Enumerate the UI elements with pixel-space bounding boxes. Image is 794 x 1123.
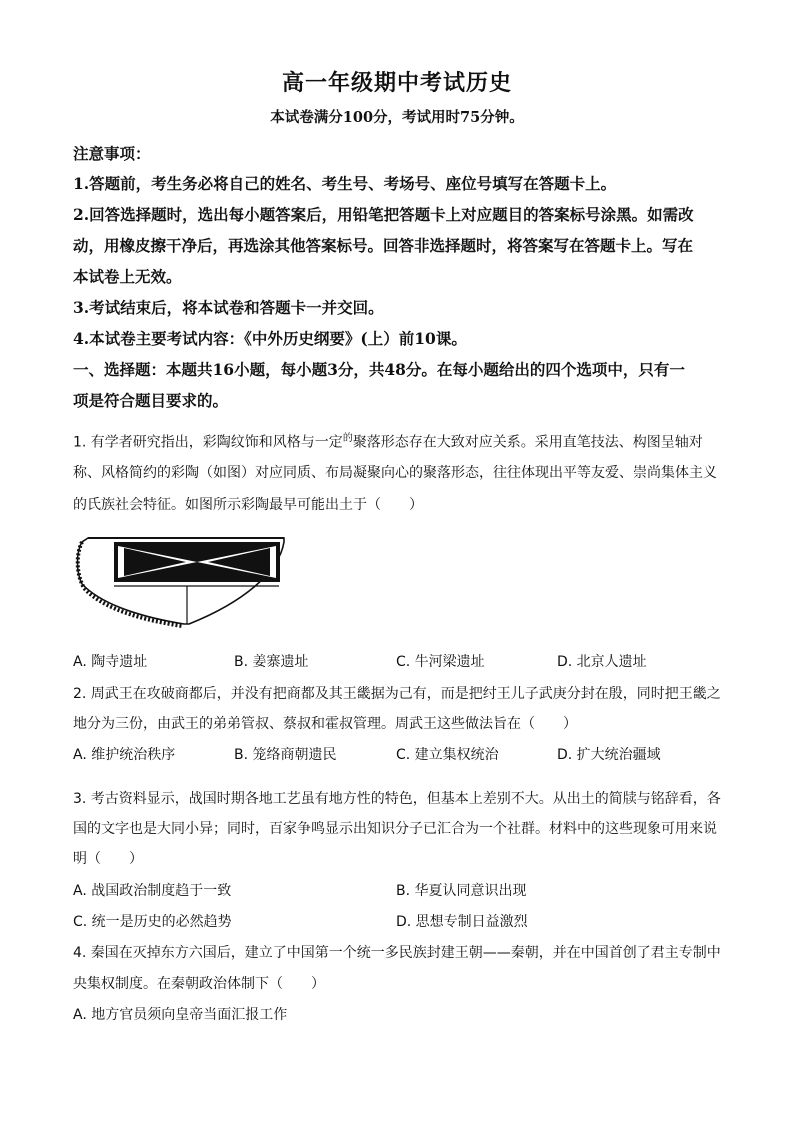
question-2-option-c: C. 建立集权统治 [396,747,499,763]
question-4-option-a: A. 地方官员须向皇帝当面汇报工作 [73,1007,288,1023]
notice-item: 1.答题前，考生务必将自己的姓名、考生号、考场号、座位号填写在答题卡上。 [73,174,617,193]
question-3: 3. 考古资料显示，战国时期各地工艺虽有地方性的特色，但基本上差别不大。从出土的简牍与铭辞看，各 [73,791,721,807]
question-1-line: 的氏族社会特征。如图所示彩陶最早可能出土于（ ） [73,497,423,513]
notice-item: 2.回答选择题时，选出每小题答案后，用铅笔把答题卡上对应题目的答案标号涂黑。如需改 [73,205,694,224]
question-1-option-b: B. 姜寨遗址 [234,654,309,670]
question-1-option-c: C. 牛河梁遗址 [396,654,485,670]
question-3-option-a: A. 战国政治制度趋于一致 [73,883,232,899]
painted-pottery-figure [74,532,296,632]
page-title: 高一年级期中考试历史 [281,70,512,96]
question-1-text-cont: 聚落形态存在大致对应关系。采用直笔技法、构图呈轴对 [352,434,703,451]
question-4: 4. 秦国在灭掉东方六国后，建立了中国第一个统一多民族封建王朝——秦朝，并在中国首创了君主专制中 [73,945,721,961]
question-3-option-b: B. 华夏认同意识出现 [396,883,527,899]
section-heading: 一、选择题：本题共16小题，每小题3分，共48分。在每小题给出的四个选项中，只有一 [73,360,685,379]
question-1-option-a: A. 陶寺遗址 [73,654,148,670]
question-3-line: 国的文字也是大同小异；同时，百家争鸣显示出知识分子已汇合为一个社群。材料中的这些现象可用来说 [73,821,717,837]
question-1-text: 1. 有学者研究指出，彩陶纹饰和风格与一定 [73,434,343,451]
notice-item: 3.考试结束后，将本试卷和答题卡一并交回。 [73,298,384,317]
question-3-option-d: D. 思想专制日益激烈 [396,914,528,930]
exam-info: 本试卷满分100分，考试用时75分钟。 [270,109,524,126]
question-1-option-d: D. 北京人遗址 [557,654,647,670]
notice-item: 本试卷上无效。 [73,267,182,286]
question-2-option-d: D. 扩大统治疆域 [557,747,661,763]
notice-heading: 注意事项： [73,144,151,163]
question-3-line: 明（ ） [73,851,143,867]
section-heading-cont: 项是符合题目要求的。 [73,391,229,410]
question-1-sup: 的 [342,433,353,444]
question-2: 2. 周武王在攻破商都后，并没有把商都及其王畿据为己有，而是把纣王儿子武庚分封在殷，同时把王畿之 [73,686,721,702]
notice-item: 动，用橡皮擦干净后，再选涂其他答案标号。回答非选择题时，将答案写在答题卡上。写在 [73,236,694,255]
question-2-line: 地分为三份，由武王的弟弟管叔、蔡叔和霍叔管理。周武王这些做法旨在（ ） [73,716,577,732]
question-1-line: 称、风格简约的彩陶（如图）对应同质、布局凝聚向心的聚落形态，往往体现出平等友爱、崇尚集体主义 [73,465,717,481]
notice-item: 4.本试卷主要考试内容：《中外历史纲要》(上）前10课。 [73,329,467,348]
question-4-line: 央集权制度。在秦朝政治体制下（ ） [73,976,325,992]
question-2-option-b: B. 笼络商朝遗民 [234,747,337,763]
question-1 [73,429,703,452]
question-3-option-c: C. 统一是历史的必然趋势 [73,914,232,930]
question-2-option-a: A. 维护统治秩序 [73,747,176,763]
